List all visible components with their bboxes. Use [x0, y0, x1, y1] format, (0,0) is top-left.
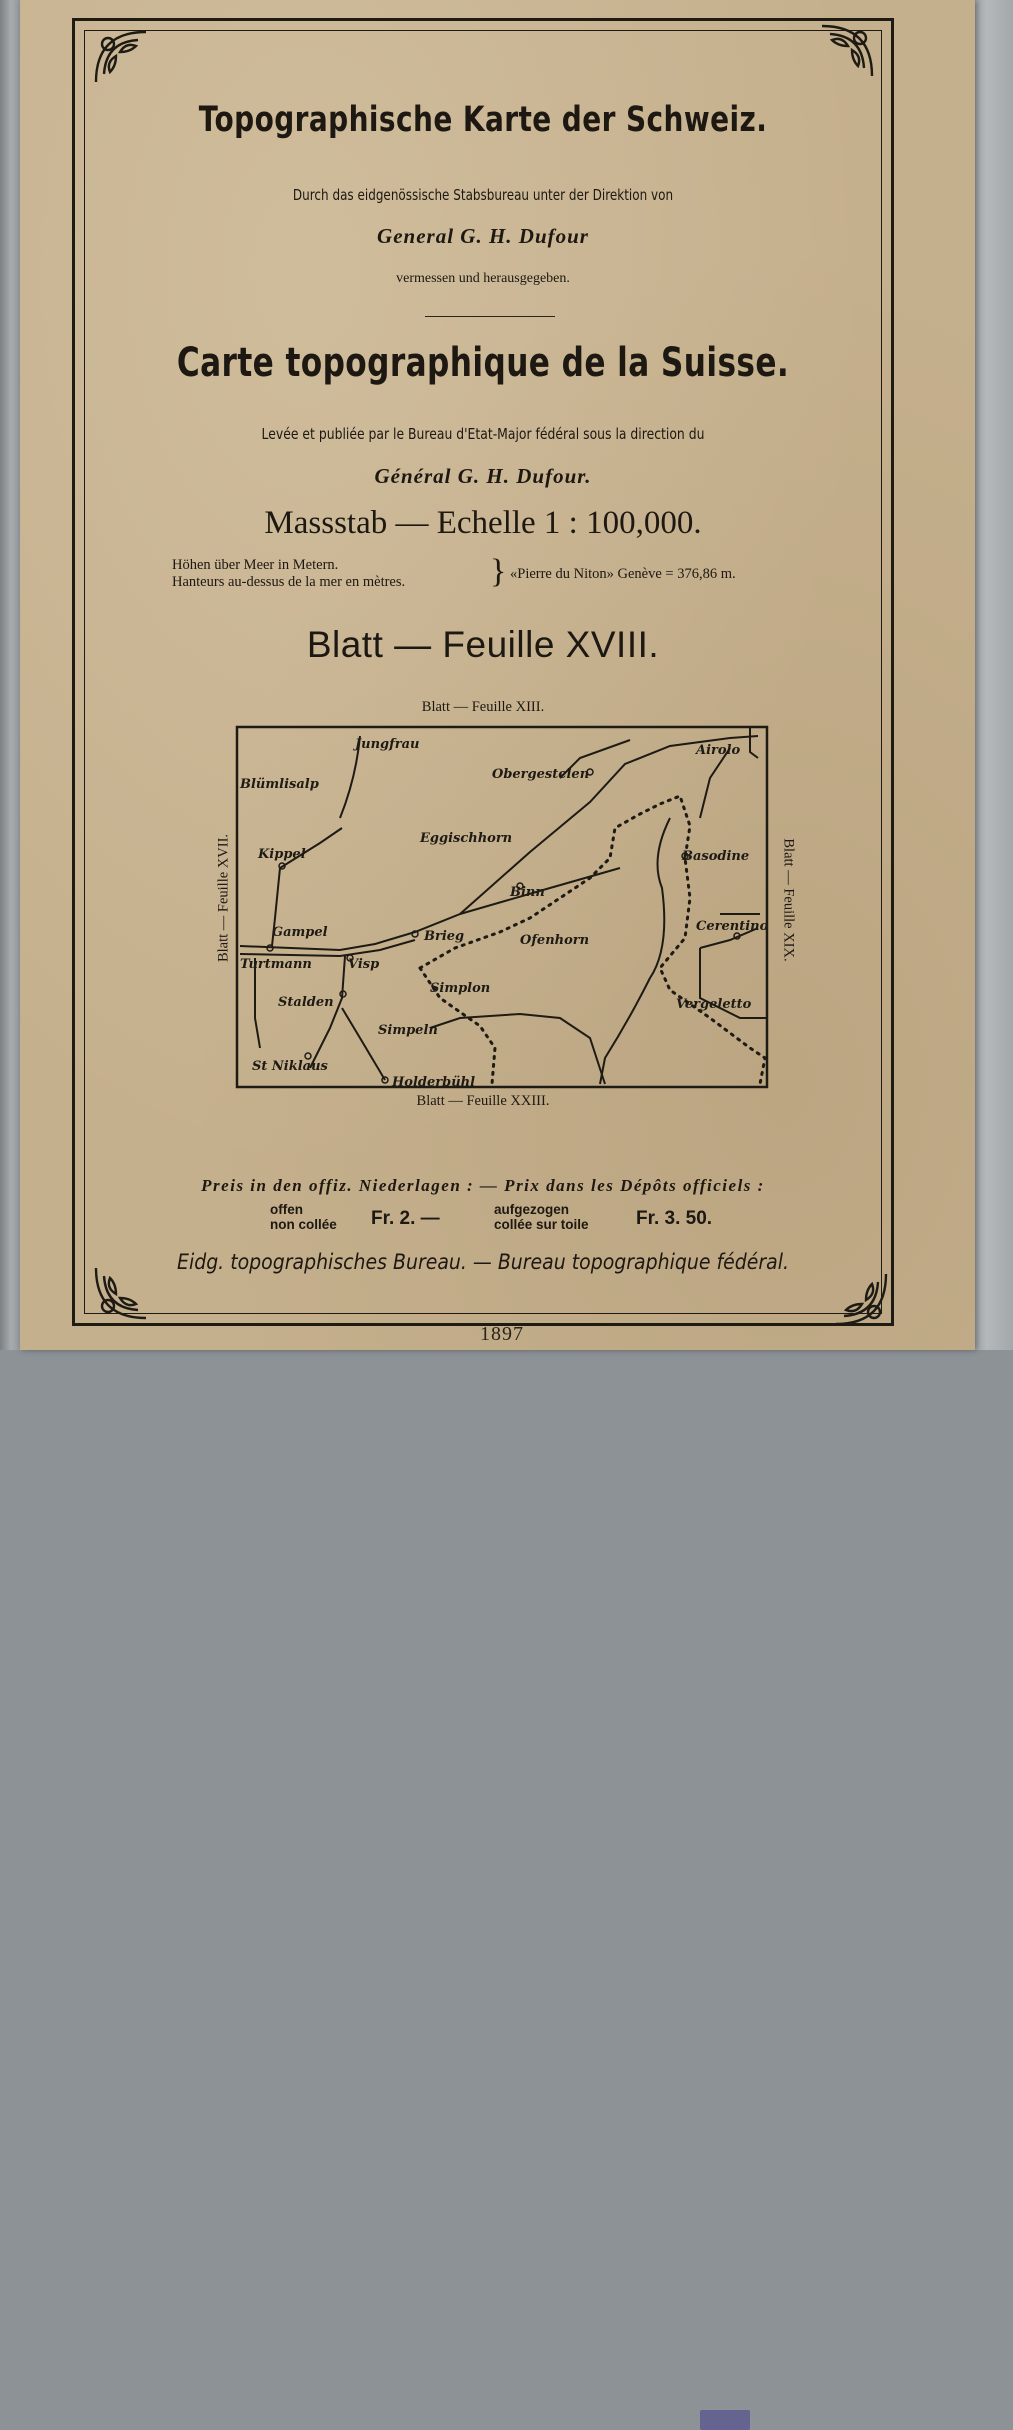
place-ofenhorn: Ofenhorn — [520, 933, 590, 948]
published-note-german: vermessen und herausgegeben. — [396, 271, 570, 286]
brace-icon: } — [490, 553, 507, 590]
place-holderbuehl: Holderbühl — [392, 1075, 476, 1090]
toce-valley — [600, 818, 670, 1084]
board-edge — [969, 0, 1013, 1350]
place-obergestelen: Obergestelen — [492, 767, 590, 782]
place-jungfrau: Jungfrau — [355, 737, 420, 752]
place-vergeletto: Vergeletto — [676, 997, 752, 1012]
place-simpeln: Simpeln — [378, 1023, 438, 1038]
price-heading: Preis in den offiz. Niederlagen : — Prix dans les Dépôts officiels : — [201, 1176, 765, 1195]
price-stamp — [700, 2410, 750, 2430]
place-turtmann: Turtmann — [240, 957, 312, 972]
corner-ornament-icon — [86, 22, 158, 94]
place-bluemlisalp: Blümlisalp — [240, 777, 319, 792]
divider-rule — [425, 316, 555, 317]
subtitle-german: Durch das eidgenössische Stabsbureau unter der Direktion von — [292, 186, 674, 204]
heights-german: Höhen über Meer in Metern. — [172, 557, 339, 573]
place-kippel: Kippel — [258, 847, 306, 862]
place-stalden: Stalden — [278, 995, 334, 1010]
visp-valley — [310, 956, 345, 1068]
diveria-valley — [430, 1014, 605, 1084]
place-binn: Binn — [510, 885, 545, 900]
place-cerentino: Cerentino — [696, 919, 769, 934]
subtitle-french: Levée et publiée par le Bureau d'Etat-Major fédéral sous la direction du — [261, 425, 705, 443]
valley-line — [700, 748, 730, 818]
index-map — [230, 718, 770, 1092]
place-visp: Visp — [348, 957, 380, 972]
heights-note — [172, 557, 405, 591]
publication-year: 1897 — [480, 1323, 524, 1345]
price-open-french: non collée — [270, 1217, 337, 1232]
place-airolo: Airolo — [696, 743, 741, 758]
price-open-value: Fr. 2. — — [371, 1208, 440, 1229]
reference-point: «Pierre du Niton» Genève = 376,86 m. — [510, 566, 736, 582]
general-name-german: General G. H. Dufour — [377, 224, 589, 248]
saas-valley — [342, 1008, 385, 1080]
neighbour-sheet-west: Blatt — Feuille XVII. — [215, 833, 232, 963]
place-brieg: Brieg — [424, 929, 465, 944]
border-line — [750, 727, 758, 758]
corner-ornament-icon — [810, 16, 882, 88]
place-eggischhorn: Eggischhorn — [420, 831, 513, 846]
inner-frame — [84, 30, 882, 1314]
price-row — [0, 1202, 1013, 1242]
sheet-number: Blatt — Feuille XVIII. — [306, 624, 660, 665]
neighbour-sheet-north: Blatt — Feuille XIII. — [421, 699, 545, 715]
heights-french: Hanteurs au-dessus de la mer en mètres. — [172, 574, 406, 590]
place-simplon: Simplon — [430, 981, 491, 996]
title-french: Carte topographique de la Suisse. — [176, 340, 790, 386]
price-mounted-french: collée sur toile — [494, 1217, 589, 1232]
price-mounted-german: aufgezogen — [494, 1202, 570, 1217]
neighbour-sheet-south: Blatt — Feuille XXIII. — [416, 1093, 550, 1109]
title-german: Topographische Karte der Schweiz. — [198, 100, 768, 140]
general-name-french: Général G. H. Dufour. — [374, 464, 592, 488]
neighbour-sheet-east: Blatt — Feuille XIX. — [780, 838, 797, 962]
place-basodine: Basodine — [682, 849, 750, 864]
publisher: Eidg. topographisches Bureau. — Bureau topographique fédéral. — [177, 1250, 790, 1274]
scale-line: Massstab — Echelle 1 : 100,000. — [264, 505, 702, 541]
place-gampel: Gampel — [272, 925, 328, 940]
price-mounted-value: Fr. 3. 50. — [636, 1208, 713, 1229]
price-open-german: offen — [270, 1202, 303, 1217]
place-st-niklaus: St Niklaus — [252, 1059, 328, 1074]
